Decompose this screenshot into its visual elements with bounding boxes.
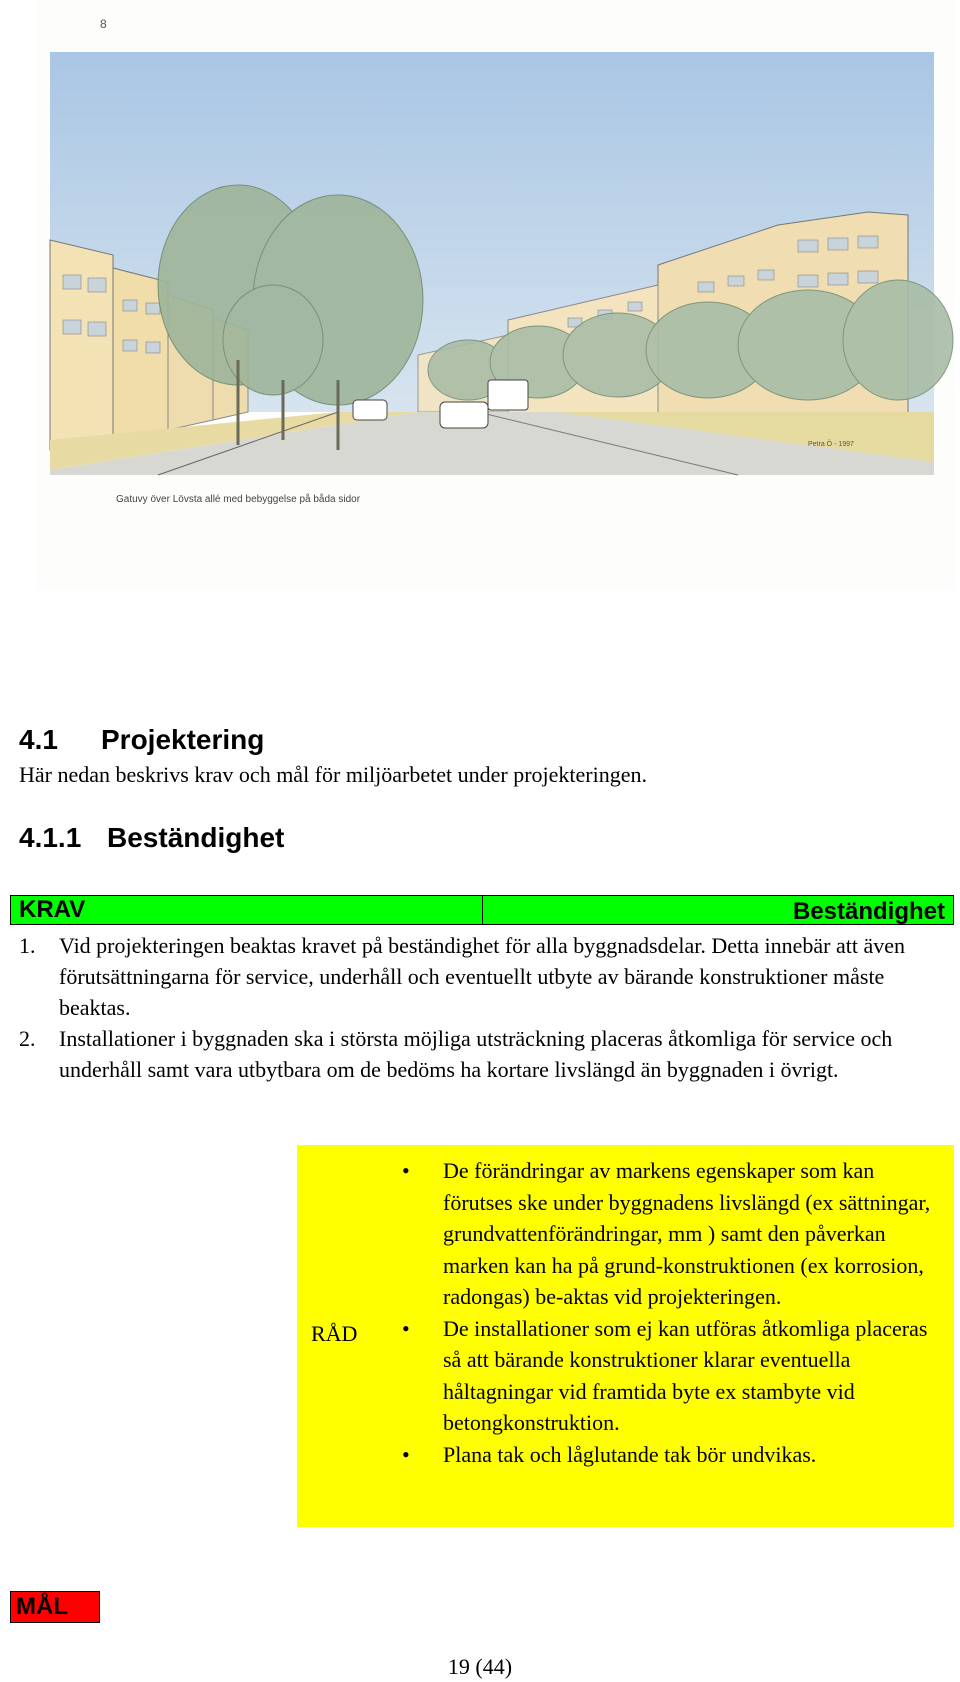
krav-item-text: Vid projekteringen beaktas kravet på beständighet för alla byggnadsdelar. Detta innebär att även förutsättningarna för service, underhåll och eventuellt utbyte av bärande konstruktioner måste beaktas.: [59, 933, 905, 1020]
subsection-number: 4.1.1: [19, 822, 82, 853]
rad-item: [402, 1439, 947, 1471]
section-intro: Här nedan beskrivs krav och mål för miljöarbetet under projekteringen.: [19, 762, 647, 787]
subsection-title: Beständighet: [107, 822, 285, 853]
subsection-heading: [19, 822, 284, 854]
sketch-page-number: 8: [100, 17, 107, 31]
bullet-icon: •: [402, 1441, 410, 1467]
street-sketch-image: [38, 0, 954, 590]
rad-list: [402, 1155, 947, 1470]
bullet-icon: •: [402, 1315, 410, 1341]
rad-item: [402, 1313, 947, 1439]
krav-item: [19, 930, 954, 1023]
mal-label-box: [10, 1591, 100, 1623]
rad-item-text: Plana tak och låglutande tak bör undvikas.: [443, 1441, 817, 1467]
rad-item: [402, 1155, 947, 1313]
krav-item-number: 2.: [19, 1026, 36, 1051]
rad-item-text: De installationer som ej kan utföras åtkomliga placeras så att bärande konstruktioner klarar eventuella håltagningar vid framtida byte ex stambyte vid betongkonstruktion.: [443, 1315, 928, 1435]
rad-label: RÅD: [311, 1321, 358, 1346]
krav-topic: Beständighet: [792, 898, 945, 925]
section-number: 4.1: [19, 724, 58, 755]
mal-label: MÅL: [16, 1593, 68, 1620]
section-heading: [19, 724, 264, 756]
krav-label: KRAV: [19, 896, 86, 923]
rad-box: [297, 1145, 954, 1527]
bullet-icon: •: [402, 1158, 410, 1183]
krav-divider: [482, 896, 483, 924]
svg-text:Petra Ö - 1997: Petra Ö - 1997: [808, 441, 854, 448]
krav-item-number: 1.: [19, 933, 36, 958]
krav-item: [19, 1023, 954, 1085]
section-title: Projektering: [101, 724, 265, 755]
krav-header-bar: [10, 895, 954, 925]
krav-list: [19, 930, 954, 1085]
page-footer: 19 (44): [447, 1654, 513, 1679]
krav-item-text: Installationer i byggnaden ska i största möjliga utsträckning placeras åtkomliga för service och underhåll samt vara utbytbara om de bedöms ha kortare livslängd än byggnaden i övrigt.: [59, 1026, 893, 1082]
rad-item-text: De förändringar av markens egenskaper som kan förutses ske under byggnadens livslängd (ex sättningar, grundvattenförändringar, mm ) samt den påverkan marken kan ha på grund-konstruktionen (ex korrosion, radongas) be-aktas vid projekteringen.: [443, 1158, 931, 1309]
sketch-caption: Gatuvy över Lövsta allé med bebyggelse på båda sidor: [116, 494, 361, 505]
